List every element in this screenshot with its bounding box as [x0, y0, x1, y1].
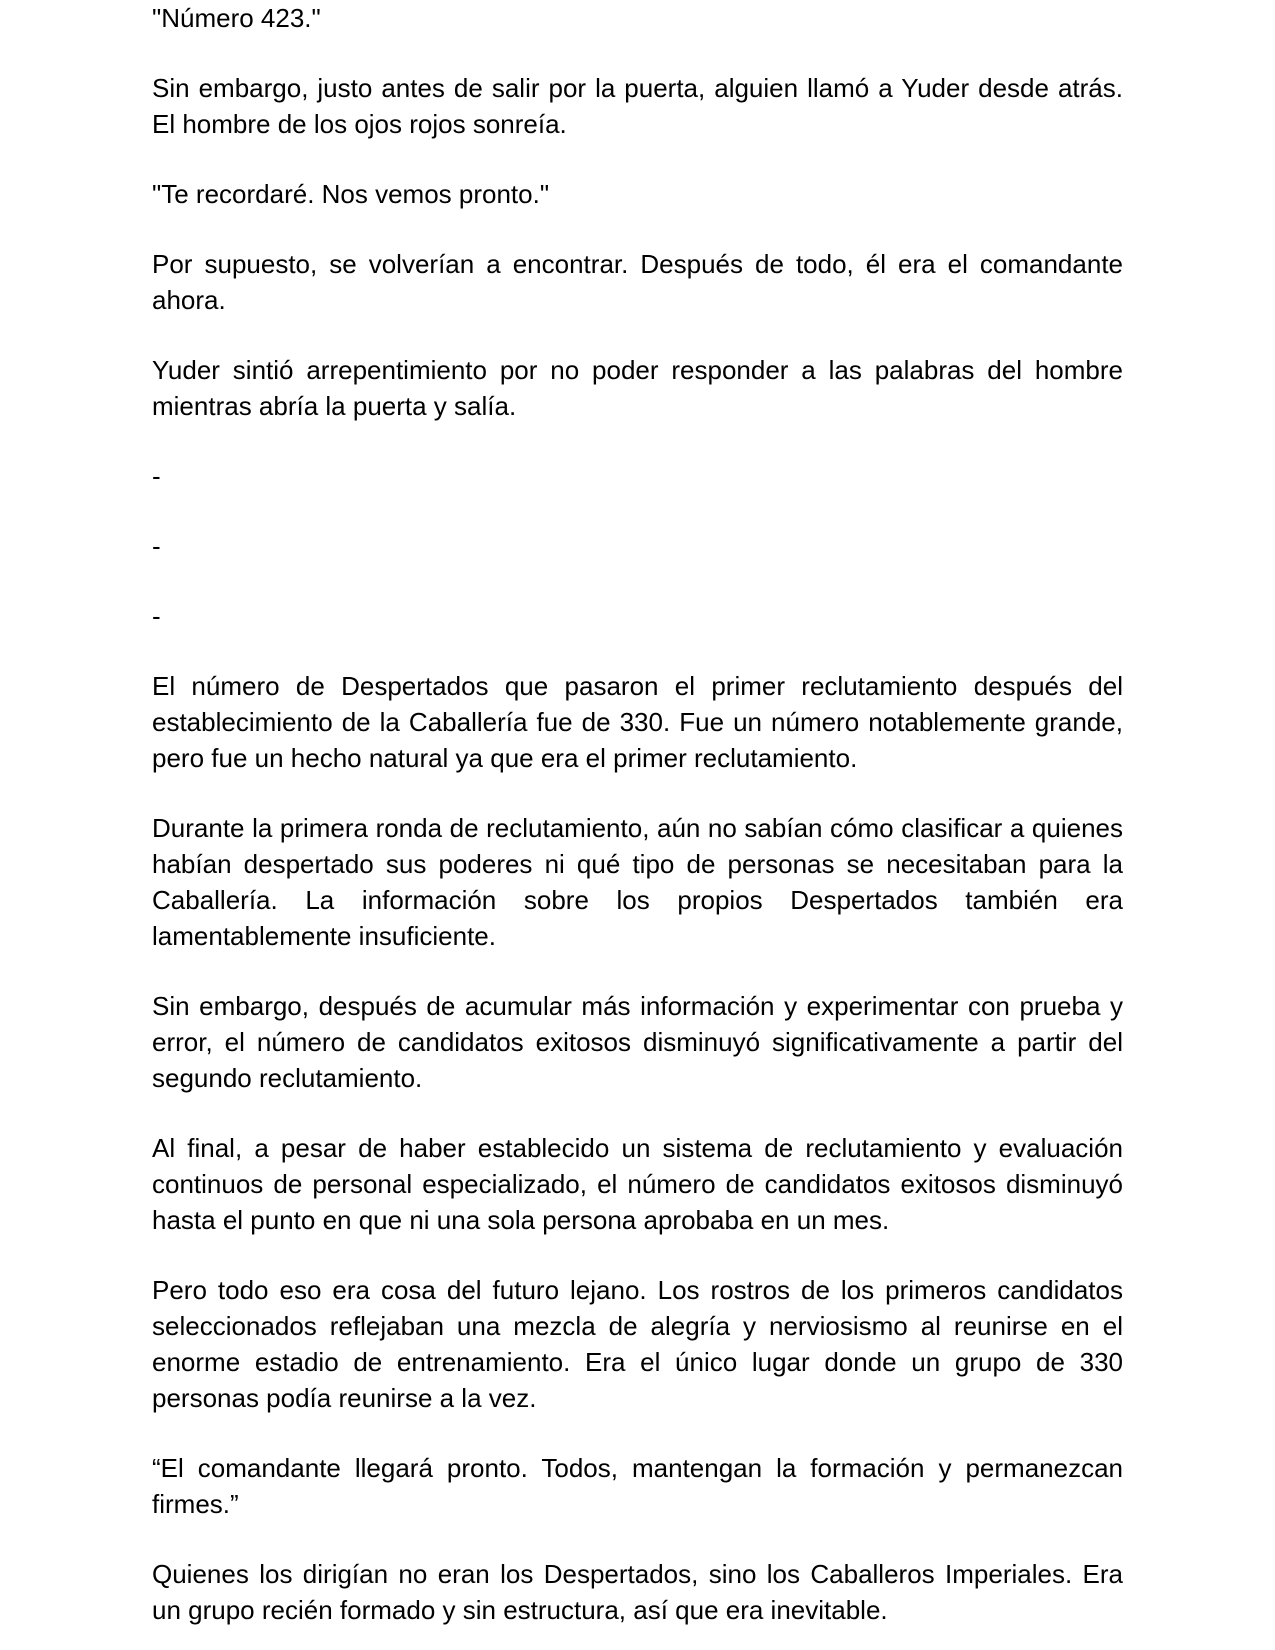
paragraph-narration: Sin embargo, justo antes de salir por la puerta, alguien llamó a Yuder desde atrás. El hombre de los ojos rojos sonreía.: [152, 73, 1123, 139]
paragraph-narration: Por supuesto, se volverían a encontrar. Después de todo, él era el comandante ahora.: [152, 249, 1123, 315]
paragraph-narration: Pero todo eso era cosa del futuro lejano. Los rostros de los primeros candidatos seleccionados reflejaban una mezcla de alegría y nerviosismo al reunirse en el enorme estadio de entrenamiento. Era el único lugar donde un grupo de 330 personas podía reunirse a la vez.: [152, 1275, 1123, 1413]
scene-separator-dash: -: [152, 601, 161, 631]
paragraph-narration: Al final, a pesar de haber establecido un sistema de reclutamiento y evaluación continuos de personal especializado, el número de candidatos exitosos disminuyó hasta el punto en que ni una sola persona aprobaba en un mes.: [152, 1133, 1123, 1235]
scene-separator-dash: -: [152, 461, 161, 491]
paragraph-narration: Durante la primera ronda de reclutamiento, aún no sabían cómo clasificar a quienes habían despertado sus poderes ni qué tipo de personas se necesitaban para la Caballería. La información sobre los propios Despertados también era lamentablemente insuficiente.: [152, 813, 1123, 951]
scene-separator-dash: -: [152, 531, 161, 561]
paragraph-dialogue-announcement: “El comandante llegará pronto. Todos, mantengan la formación y permanezcan firmes.”: [152, 1453, 1123, 1519]
paragraph-narration: El número de Despertados que pasaron el primer reclutamiento después del establecimiento de la Caballería fue de 330. Fue un número notablemente grande, pero fue un hecho natural ya que era el primer reclutamiento.: [152, 671, 1123, 773]
paragraph-narration: Sin embargo, después de acumular más información y experimentar con prueba y error, el número de candidatos exitosos disminuyó significativamente a partir del segundo reclutamiento.: [152, 991, 1123, 1093]
paragraph-narration: Quienes los dirigían no eran los Despertados, sino los Caballeros Imperiales. Era un grupo recién formado y sin estructura, así que era inevitable.: [152, 1559, 1123, 1625]
paragraph-dialogue-farewell: "Te recordaré. Nos vemos pronto.": [152, 179, 550, 209]
paragraph-dialogue-number: "Número 423.": [152, 3, 321, 33]
paragraph-narration: Yuder sintió arrepentimiento por no poder responder a las palabras del hombre mientras abría la puerta y salía.: [152, 355, 1123, 421]
